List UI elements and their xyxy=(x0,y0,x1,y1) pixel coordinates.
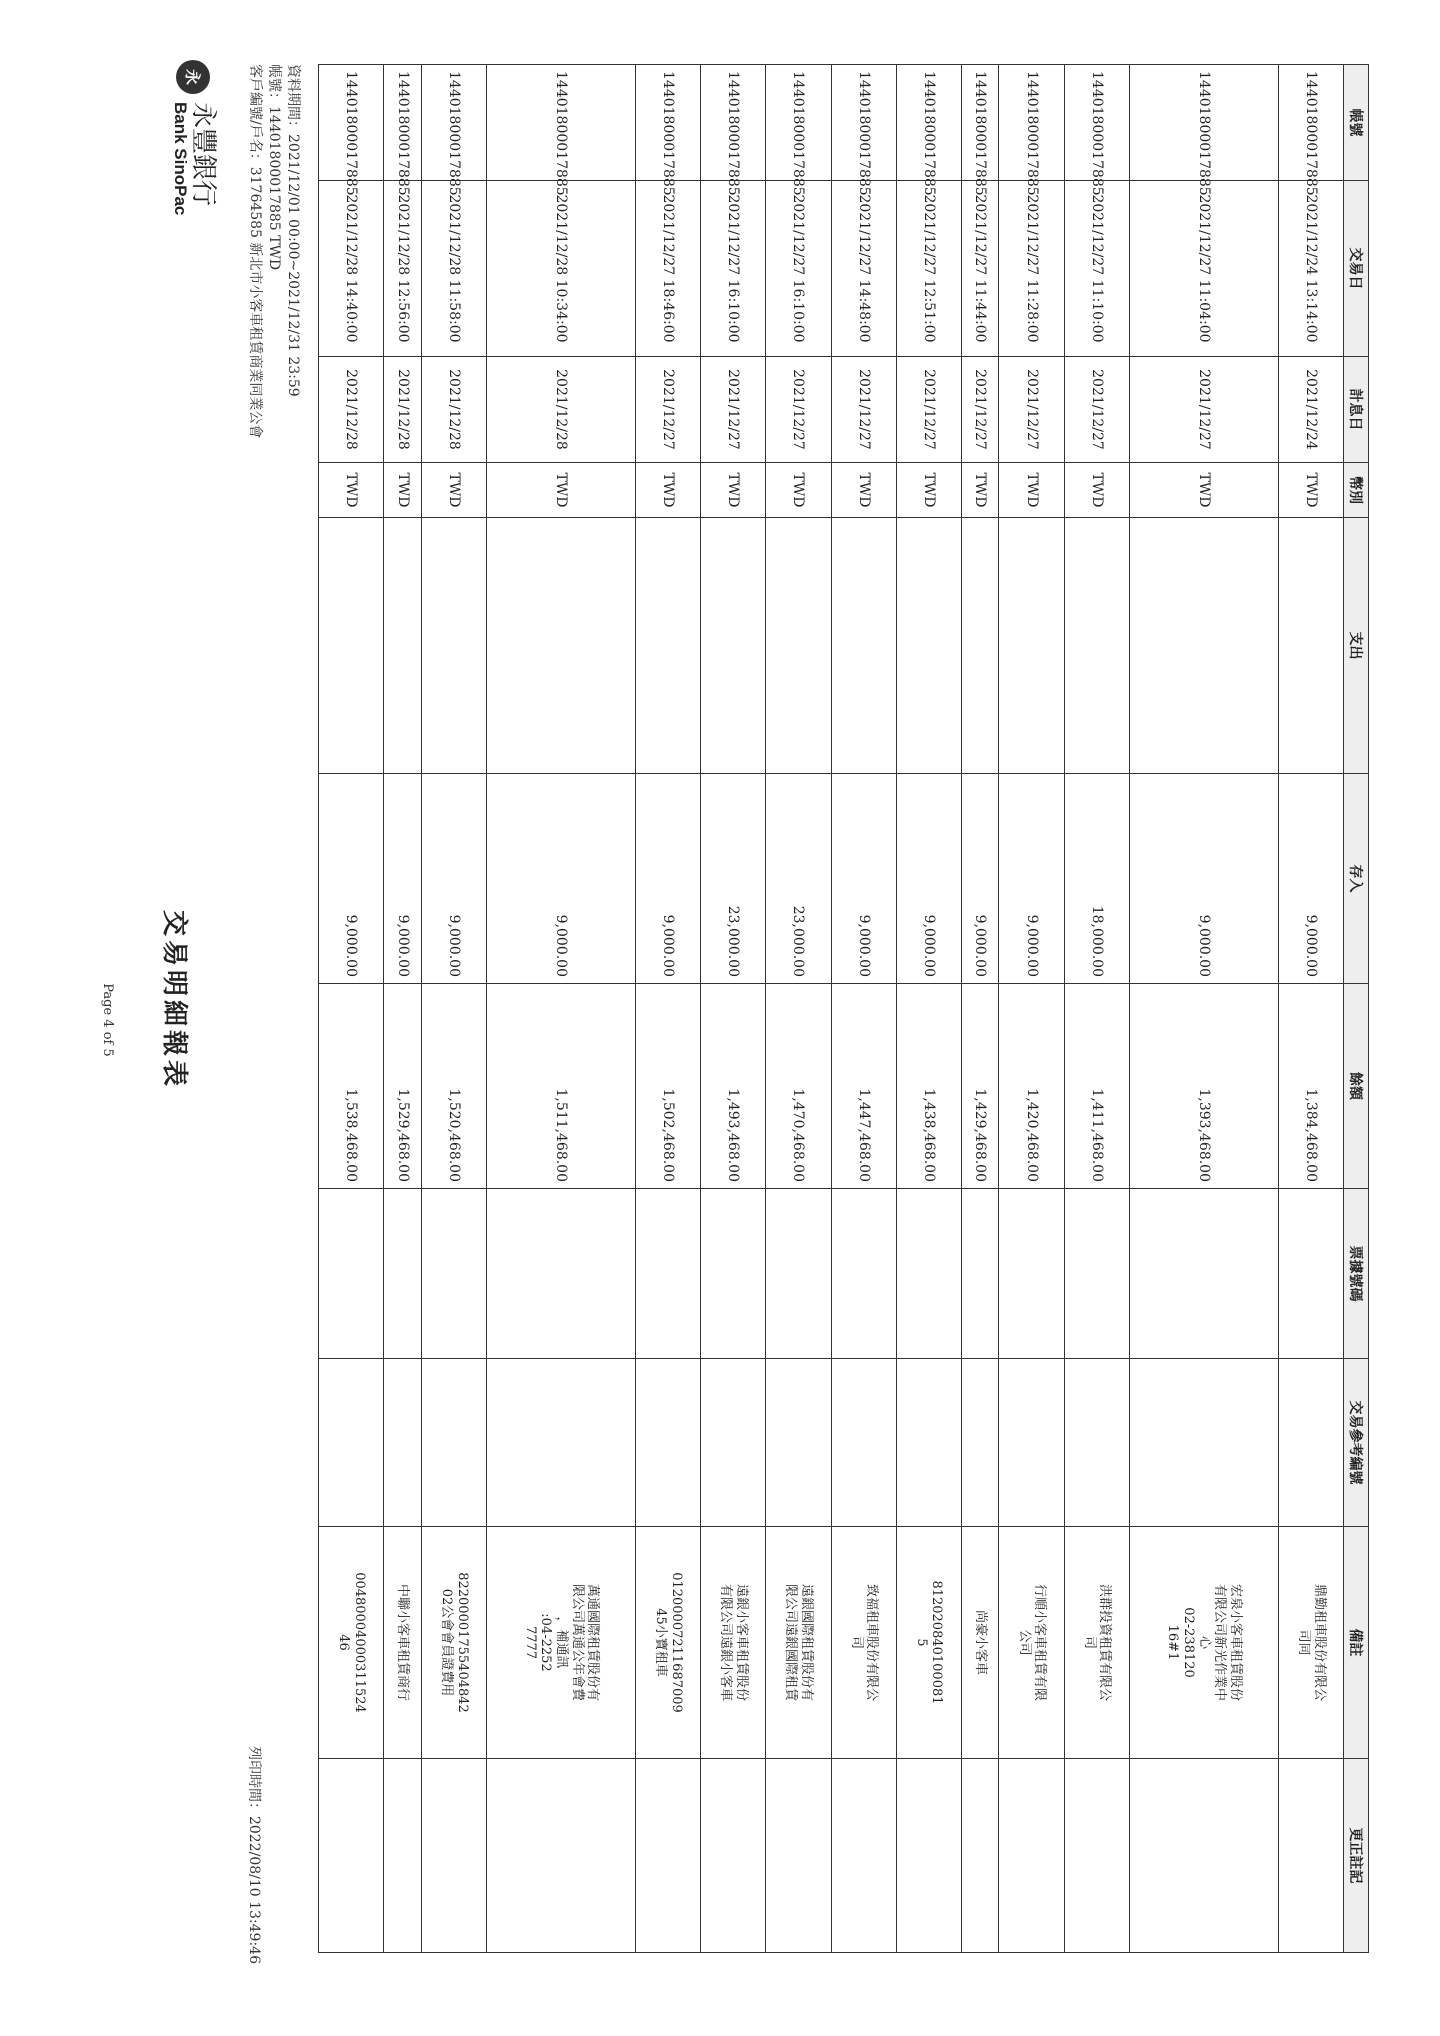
note-line: 82200001755404842 xyxy=(454,1572,470,1713)
cell-tx-date: 2021/12/24 13:14:00 xyxy=(1278,181,1343,357)
cell-correction xyxy=(831,1759,896,1953)
cell-cheque-no xyxy=(319,1189,384,1359)
bank-name-cn: 永豐銀行 xyxy=(188,102,218,207)
cell-note xyxy=(999,1527,1064,1759)
cell-account: 14401800017885 xyxy=(1129,65,1278,181)
cell-deposit: 9,000.00 xyxy=(831,774,896,984)
cell-tx-date: 2021/12/27 11:04:00 xyxy=(1129,181,1278,357)
cell-cheque-no xyxy=(1129,1189,1278,1359)
cell-currency: TWD xyxy=(487,463,636,518)
cell-deposit: 9,000.00 xyxy=(1278,774,1343,984)
print-time: 列印時間：2022/08/10 13:49:46 xyxy=(246,1745,262,1964)
cell-deposit: 9,000.00 xyxy=(896,774,961,984)
cell-currency: TWD xyxy=(319,463,384,518)
note-line: 限公司遠銀國際租賃 xyxy=(783,1583,799,1701)
header-balance: 餘額 xyxy=(1344,984,1369,1189)
cell-value-date: 2021/12/27 xyxy=(701,357,766,463)
cell-note xyxy=(1064,1527,1129,1759)
note-line: 45小寶租車 xyxy=(653,1608,669,1677)
note-line: 46 xyxy=(336,1634,352,1651)
note-line: 宏泉小客車租賃股份 xyxy=(1227,1583,1243,1701)
cell-reference-no xyxy=(319,1359,384,1527)
note-line: 812020840100081 xyxy=(929,1580,945,1705)
cell-account: 14401800017885 xyxy=(1064,65,1129,181)
cell-correction xyxy=(384,1759,422,1953)
table-row xyxy=(1278,65,1343,1953)
cell-currency: TWD xyxy=(421,463,486,518)
cell-value-date: 2021/12/28 xyxy=(319,357,384,463)
cell-value-date: 2021/12/28 xyxy=(384,357,422,463)
note-line: 尚豪小客車 xyxy=(972,1609,988,1675)
cell-tx-date: 2021/12/28 12:56:00 xyxy=(384,181,422,357)
table-header-row xyxy=(1344,65,1369,1953)
table-row xyxy=(319,65,384,1953)
cell-balance: 1,393,468.00 xyxy=(1129,984,1278,1189)
cell-reference-no xyxy=(701,1359,766,1527)
cell-value-date: 2021/12/27 xyxy=(896,357,961,463)
transaction-rows xyxy=(319,65,1344,1953)
cell-value-date: 2021/12/28 xyxy=(487,357,636,463)
cell-note xyxy=(766,1527,831,1759)
cell-balance: 1,447,468.00 xyxy=(831,984,896,1189)
note-line: 有限公司新光作業中 xyxy=(1212,1583,1228,1701)
cell-deposit: 9,000.00 xyxy=(421,774,486,984)
cell-currency: TWD xyxy=(961,463,999,518)
transaction-table xyxy=(318,64,1369,1953)
header-reference-no: 交易參考編號 xyxy=(1344,1359,1369,1527)
table-row xyxy=(1129,65,1278,1953)
cell-value-date: 2021/12/27 xyxy=(831,357,896,463)
cell-reference-no xyxy=(421,1359,486,1527)
cell-account: 14401800017885 xyxy=(1278,65,1343,181)
table-row xyxy=(1064,65,1129,1953)
cell-value-date: 2021/12/24 xyxy=(1278,357,1343,463)
cell-withdrawal xyxy=(636,518,701,774)
cell-currency: TWD xyxy=(831,463,896,518)
cell-balance: 1,384,468.00 xyxy=(1278,984,1343,1189)
cell-account: 14401800017885 xyxy=(999,65,1064,181)
cell-tx-date: 2021/12/28 14:40:00 xyxy=(319,181,384,357)
cell-cheque-no xyxy=(1278,1189,1343,1359)
cell-note xyxy=(636,1527,701,1759)
cell-correction xyxy=(766,1759,831,1953)
cell-account: 14401800017885 xyxy=(831,65,896,181)
cell-reference-no xyxy=(1129,1359,1278,1527)
cell-balance: 1,411,468.00 xyxy=(1064,984,1129,1189)
cell-balance: 1,520,468.00 xyxy=(421,984,486,1189)
cell-account: 14401800017885 xyxy=(487,65,636,181)
cell-correction xyxy=(319,1759,384,1953)
cell-reference-no xyxy=(487,1359,636,1527)
cell-withdrawal xyxy=(384,518,422,774)
cell-correction xyxy=(1278,1759,1343,1953)
table-row xyxy=(766,65,831,1953)
cell-note xyxy=(1278,1527,1343,1759)
note-line: 司 xyxy=(848,1635,864,1649)
cell-note xyxy=(1129,1527,1278,1759)
cell-deposit: 9,000.00 xyxy=(961,774,999,984)
note-line: 02-238120 xyxy=(1181,1607,1196,1678)
cell-currency: TWD xyxy=(766,463,831,518)
cell-account: 14401800017885 xyxy=(384,65,422,181)
cell-tx-date: 2021/12/27 14:48:00 xyxy=(831,181,896,357)
cell-account: 14401800017885 xyxy=(961,65,999,181)
cell-withdrawal xyxy=(896,518,961,774)
table-row xyxy=(487,65,636,1953)
note-line: 中聯小客車租賃商行 xyxy=(395,1583,411,1701)
cell-correction xyxy=(896,1759,961,1953)
note-line: 心 xyxy=(1196,1635,1212,1649)
note-line: 行順小客車租賃有限 xyxy=(1032,1583,1048,1701)
cell-deposit: 9,000.00 xyxy=(319,774,384,984)
note-line: 司同 xyxy=(1295,1629,1311,1656)
cell-value-date: 2021/12/28 xyxy=(421,357,486,463)
cell-correction xyxy=(1129,1759,1278,1953)
table-row xyxy=(421,65,486,1953)
note-line: 遠銀國際租賃股份有 xyxy=(799,1583,815,1701)
cell-tx-date: 2021/12/27 11:44:00 xyxy=(961,181,999,357)
cell-correction xyxy=(961,1759,999,1953)
header-value-date: 計息日 xyxy=(1344,357,1369,463)
cell-note xyxy=(896,1527,961,1759)
header-tx-date: 交易日 xyxy=(1344,181,1369,357)
note-line: 02公會會員證費用 xyxy=(438,1588,454,1697)
cell-account: 14401800017885 xyxy=(701,65,766,181)
cell-correction xyxy=(701,1759,766,1953)
cell-account: 14401800017885 xyxy=(421,65,486,181)
cell-balance: 1,470,468.00 xyxy=(766,984,831,1189)
cell-balance: 1,493,468.00 xyxy=(701,984,766,1189)
cell-deposit: 9,000.00 xyxy=(636,774,701,984)
cell-tx-date: 2021/12/28 11:58:00 xyxy=(421,181,486,357)
cell-withdrawal xyxy=(999,518,1064,774)
note-line: 5 xyxy=(913,1638,929,1647)
header-deposit: 存入 xyxy=(1344,774,1369,984)
cell-balance: 1,502,468.00 xyxy=(636,984,701,1189)
note-line: 7777 xyxy=(522,1625,538,1660)
cell-cheque-no xyxy=(831,1189,896,1359)
cell-deposit: 18,000.00 xyxy=(1064,774,1129,984)
period-line: 資料期間：2021/12/01 00:00~2021/12/31 23:59 xyxy=(285,64,301,397)
note-line: 司 xyxy=(1081,1635,1097,1649)
cell-correction xyxy=(1064,1759,1129,1953)
cell-withdrawal xyxy=(831,518,896,774)
cell-cheque-no xyxy=(1064,1189,1129,1359)
cell-currency: TWD xyxy=(636,463,701,518)
cell-reference-no xyxy=(384,1359,422,1527)
cell-cheque-no xyxy=(384,1189,422,1359)
table-row xyxy=(896,65,961,1953)
cell-reference-no xyxy=(1278,1359,1343,1527)
note-line: 00480004000311524 xyxy=(351,1572,367,1713)
bank-logo xyxy=(171,60,216,215)
cell-balance: 1,529,468.00 xyxy=(384,984,422,1189)
cell-cheque-no xyxy=(896,1189,961,1359)
cell-tx-date: 2021/12/27 16:10:00 xyxy=(766,181,831,357)
cell-deposit: 9,000.00 xyxy=(487,774,636,984)
cell-reference-no xyxy=(766,1359,831,1527)
table-row xyxy=(999,65,1064,1953)
account-line: 帳號：14401800017885 TWD xyxy=(266,64,282,271)
cell-reference-no xyxy=(896,1359,961,1527)
header-note: 備註 xyxy=(1344,1527,1369,1759)
cell-reference-no xyxy=(636,1359,701,1527)
page-number: Page 4 of 5 xyxy=(100,983,115,1057)
cell-correction xyxy=(487,1759,636,1953)
cell-cheque-no xyxy=(487,1189,636,1359)
table-row xyxy=(701,65,766,1953)
cell-account: 14401800017885 xyxy=(319,65,384,181)
cell-withdrawal xyxy=(1064,518,1129,774)
cell-currency: TWD xyxy=(1064,463,1129,518)
header-withdrawal: 支出 xyxy=(1344,518,1369,774)
cell-balance: 1,438,468.00 xyxy=(896,984,961,1189)
cell-tx-date: 2021/12/27 18:46:00 xyxy=(636,181,701,357)
cell-withdrawal xyxy=(421,518,486,774)
header-account: 帳號 xyxy=(1344,65,1369,181)
cell-currency: TWD xyxy=(896,463,961,518)
cell-value-date: 2021/12/27 xyxy=(766,357,831,463)
cell-currency: TWD xyxy=(1129,463,1278,518)
table-row xyxy=(384,65,422,1953)
note-line: 有限公司遠銀小客車 xyxy=(718,1583,734,1701)
note-line: 01200007211687009 xyxy=(668,1572,684,1713)
note-line: 公司 xyxy=(1016,1629,1032,1656)
report-title: 交易明細報表 xyxy=(159,909,189,1090)
table-row xyxy=(961,65,999,1953)
cell-withdrawal xyxy=(319,518,384,774)
cell-deposit: 23,000.00 xyxy=(701,774,766,984)
cell-note xyxy=(319,1527,384,1759)
cell-note xyxy=(487,1527,636,1759)
cell-correction xyxy=(421,1759,486,1953)
cell-correction xyxy=(636,1759,701,1953)
cell-value-date: 2021/12/27 xyxy=(961,357,999,463)
note-line: :04-2252 xyxy=(538,1613,554,1672)
note-line: 洪群投資租賃有限公 xyxy=(1097,1583,1113,1701)
cell-balance: 1,511,468.00 xyxy=(487,984,636,1189)
cell-currency: TWD xyxy=(999,463,1064,518)
table-row xyxy=(831,65,896,1953)
cell-balance: 1,538,468.00 xyxy=(319,984,384,1189)
cell-note xyxy=(831,1527,896,1759)
cell-account: 14401800017885 xyxy=(636,65,701,181)
bank-name-en: Bank SinoPac xyxy=(170,102,190,216)
cell-reference-no xyxy=(1064,1359,1129,1527)
cell-cheque-no xyxy=(766,1189,831,1359)
note-line: 遠銀小客車租賃股份 xyxy=(733,1583,749,1701)
cell-cheque-no xyxy=(999,1189,1064,1359)
cell-tx-date: 2021/12/27 12:51:00 xyxy=(896,181,961,357)
cell-balance: 1,429,468.00 xyxy=(961,984,999,1189)
cell-cheque-no xyxy=(636,1189,701,1359)
note-line: 鼎勤租車股份有限公 xyxy=(1311,1583,1327,1701)
note-line: 16#1 xyxy=(1165,1624,1181,1661)
note-line: 限公司萬通公年會費 xyxy=(569,1583,585,1701)
cell-balance: 1,420,468.00 xyxy=(999,984,1064,1189)
cell-deposit: 23,000.00 xyxy=(766,774,831,984)
cell-withdrawal xyxy=(1129,518,1278,774)
cell-account: 14401800017885 xyxy=(766,65,831,181)
cell-cheque-no xyxy=(421,1189,486,1359)
cell-value-date: 2021/12/27 xyxy=(636,357,701,463)
note-line: 萬通國際租賃股份有 xyxy=(585,1583,601,1701)
cell-withdrawal xyxy=(487,518,636,774)
cell-reference-no xyxy=(831,1359,896,1527)
table-row xyxy=(636,65,701,1953)
cell-deposit: 9,000.00 xyxy=(1129,774,1278,984)
cell-note xyxy=(701,1527,766,1759)
cell-cheque-no xyxy=(701,1189,766,1359)
cell-tx-date: 2021/12/27 16:10:00 xyxy=(701,181,766,357)
cell-value-date: 2021/12/27 xyxy=(999,357,1064,463)
cell-withdrawal xyxy=(701,518,766,774)
cell-value-date: 2021/12/27 xyxy=(1064,357,1129,463)
cell-withdrawal xyxy=(1278,518,1343,774)
cell-note xyxy=(421,1527,486,1759)
cell-currency: TWD xyxy=(701,463,766,518)
header-correction: 更正註記 xyxy=(1344,1759,1369,1953)
customer-line: 客戶編號/戶名：31764585 新北市小客車租賃商業同業公會 xyxy=(247,64,263,439)
note-line: 致福租車股份有限公 xyxy=(864,1583,880,1701)
cell-reference-no xyxy=(961,1359,999,1527)
cell-tx-date: 2021/12/28 10:34:00 xyxy=(487,181,636,357)
header-currency: 幣別 xyxy=(1344,463,1369,518)
bank-emblem-icon: 永 xyxy=(176,60,210,94)
cell-note xyxy=(961,1527,999,1759)
cell-account: 14401800017885 xyxy=(896,65,961,181)
note-line: ，補通訊 xyxy=(553,1616,569,1669)
cell-withdrawal xyxy=(766,518,831,774)
cell-reference-no xyxy=(999,1359,1064,1527)
cell-cheque-no xyxy=(961,1189,999,1359)
cell-deposit: 9,000.00 xyxy=(384,774,422,984)
cell-tx-date: 2021/12/27 11:10:00 xyxy=(1064,181,1129,357)
cell-correction xyxy=(999,1759,1064,1953)
cell-deposit: 9,000.00 xyxy=(999,774,1064,984)
cell-value-date: 2021/12/27 xyxy=(1129,357,1278,463)
cell-currency: TWD xyxy=(384,463,422,518)
cell-currency: TWD xyxy=(1278,463,1343,518)
header-cheque-no: 票據號碼 xyxy=(1344,1189,1369,1359)
cell-note xyxy=(384,1527,422,1759)
cell-tx-date: 2021/12/27 11:28:00 xyxy=(999,181,1064,357)
cell-withdrawal xyxy=(961,518,999,774)
